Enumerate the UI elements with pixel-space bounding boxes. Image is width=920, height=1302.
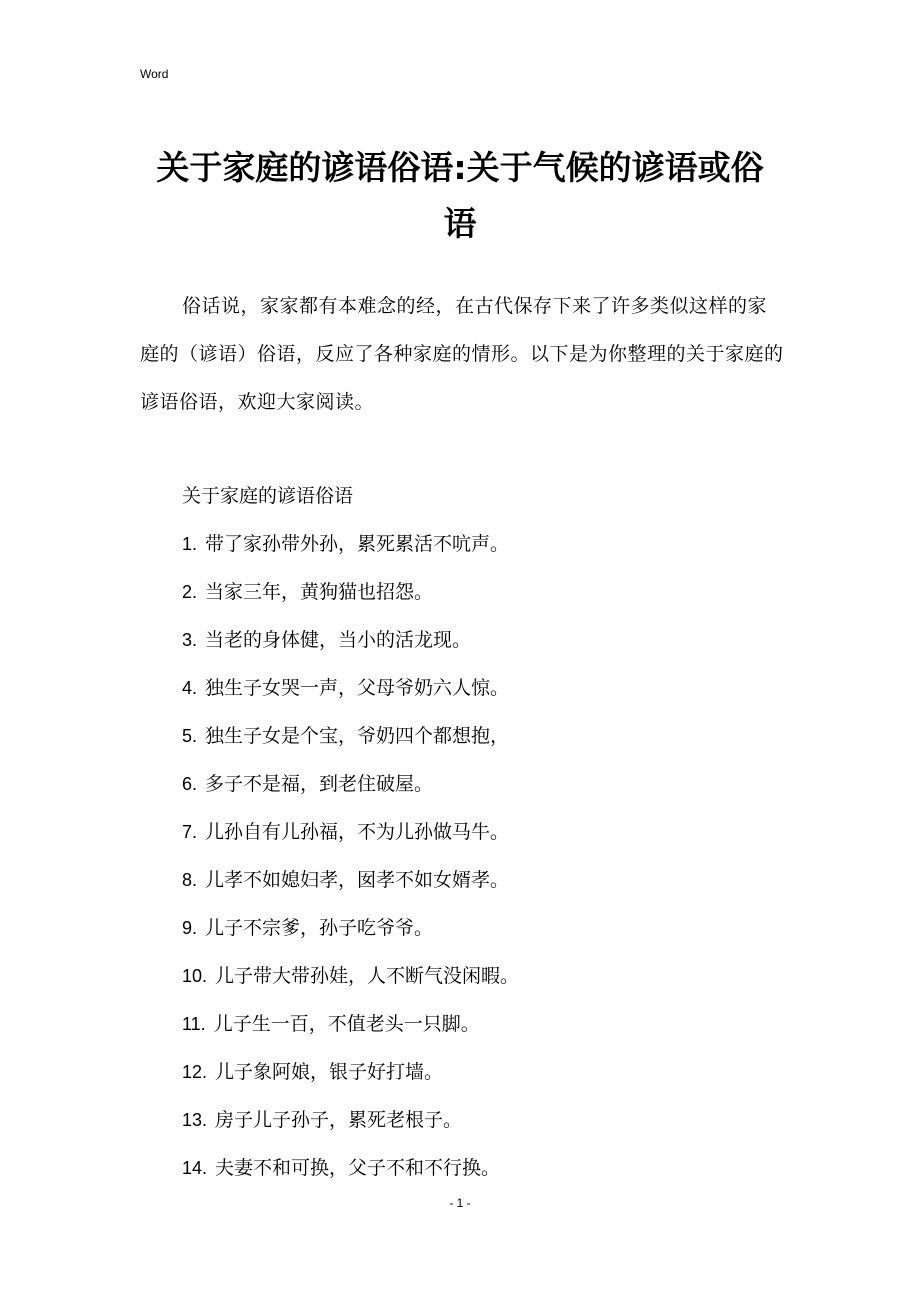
list-item (182, 962, 519, 1010)
list-item (182, 866, 519, 914)
page-title: 关于家庭的谚语俗语:关于气候的谚语或俗语 (156, 148, 764, 243)
intro-paragraph: 俗话说，家家都有本难念的经，在古代保存下来了许多类似这样的家庭的（谚语）俗语，反应了各种家庭的情形。以下是为你整理的关于家庭的谚语俗语，欢迎大家阅读。 (140, 295, 784, 413)
list-item-text: 儿子不宗爹，孙子吃爷爷。 (205, 917, 434, 939)
list-item-number: 14. (182, 1158, 208, 1178)
list-item-text: 房子儿子孙子，累死老根子。 (215, 1109, 463, 1131)
list-item (182, 1058, 519, 1106)
list-item-text: 带了家孙带外孙，累死累活不吭声。 (205, 533, 510, 555)
list-item (182, 1106, 519, 1154)
list-item-text: 独生子女是个宝，爷奶四个都想抱， (205, 725, 510, 747)
section-heading: 关于家庭的谚语俗语 (182, 485, 354, 507)
list-item-number: 6. (182, 774, 198, 794)
list-item-number: 4. (182, 678, 198, 698)
list-item-text: 儿子生一百，不值老头一只脚。 (213, 1013, 480, 1035)
list-item (182, 770, 519, 818)
list-item-number: 10. (182, 966, 208, 986)
list-item-number: 1. (182, 534, 198, 554)
list-item (182, 722, 519, 770)
list-item-number: 7. (182, 822, 198, 842)
list-item-number: 9. (182, 918, 198, 938)
list-item-text: 夫妻不和可换，父子不和不行换。 (215, 1157, 501, 1179)
list-item-number: 8. (182, 870, 198, 890)
list-item-number: 12. (182, 1062, 208, 1082)
list-item-text: 儿孙自有儿孙福，不为儿孙做马牛。 (205, 821, 510, 843)
list-item (182, 626, 519, 674)
list-item-number: 5. (182, 726, 198, 746)
list-item (182, 1010, 519, 1058)
list-item (182, 818, 519, 866)
list-item-number: 2. (182, 582, 198, 602)
list-item (182, 530, 519, 578)
page-number: - 1 - (449, 1196, 471, 1210)
list-item (182, 674, 519, 722)
list-item-number: 13. (182, 1110, 208, 1130)
list-item-number: 3. (182, 630, 198, 650)
list-item-text: 当老的身体健，当小的活龙现。 (205, 629, 472, 651)
list-item-text: 儿子带大带孙娃，人不断气没闲暇。 (215, 965, 520, 987)
list-item-text: 当家三年，黄狗猫也招怨。 (205, 581, 434, 603)
list-item-number: 11. (182, 1014, 206, 1034)
list-item-text: 多子不是福，到老住破屋。 (205, 773, 434, 795)
list-item (182, 1154, 519, 1202)
list-item (182, 914, 519, 962)
proverb-list (182, 530, 519, 1202)
list-item-text: 儿孝不如媳妇孝，囡孝不如女婿孝。 (205, 869, 510, 891)
header-label: Word (140, 67, 169, 81)
list-item (182, 578, 519, 626)
list-item-text: 独生子女哭一声，父母爷奶六人惊。 (205, 677, 510, 699)
list-item-text: 儿子象阿娘，银子好打墙。 (215, 1061, 444, 1083)
